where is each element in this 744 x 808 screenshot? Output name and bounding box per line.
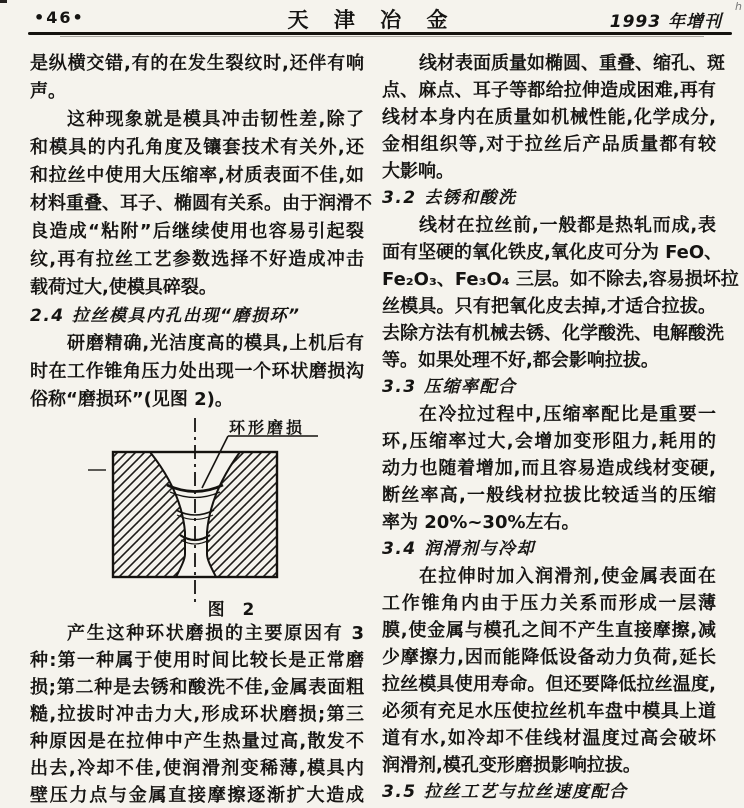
text-line: 损;第二种是去锈和酸洗不佳,金属表面粗: [30, 677, 364, 698]
text-line: 膜,使金属与模孔之间不产生直接摩擦,减: [382, 620, 716, 641]
figure-2: [30, 414, 364, 620]
text-line: 道有水,如冷却不佳线材温度过高会破坏: [382, 728, 716, 749]
header-rule: [28, 32, 732, 35]
section-heading: 2.4 拉丝模具内孔出现“磨损环”: [30, 306, 301, 326]
section-heading: 3.4 润滑剂与冷却: [382, 539, 536, 559]
text-line: 种:第一种属于使用时间比较长是正常磨: [30, 650, 364, 671]
text-line: 丝模具。只有把氧化皮去掉,才适合拉拔。: [382, 296, 716, 317]
text-line: 线材表面质量如椭圆、重叠、缩孔、斑: [419, 53, 725, 74]
text-line: 必须有充足水压使拉丝机车盘中模具上道: [382, 701, 716, 722]
page-number: •46•: [34, 8, 85, 27]
text-line: 这种现象就是模具冲击韧性差,除了: [67, 109, 364, 130]
text-line: 产生这种环状磨损的主要原因有 3: [67, 623, 364, 644]
text-line: 少摩擦力,因而能降低设备动力负荷,延长: [382, 647, 716, 668]
text-line: 和模具的内孔角度及镶套技术有关外,还: [30, 137, 364, 158]
text-line: 是纵横交错,有的在发生裂纹时,还伴有响: [30, 53, 364, 74]
text-line: 点、麻点、耳子等都给拉伸造成困难,再有: [382, 80, 716, 101]
text-line: 润滑剂,模孔变形磨损影响拉拔。: [382, 755, 641, 776]
figure-annotation-ring-wear: 环形磨损: [229, 418, 306, 437]
text-line: 和拉丝中使用大压缩率,材质表面不佳,如: [30, 165, 364, 186]
right-column: [382, 50, 739, 806]
text-line: 断丝率高,一般线材拉拔比较适当的压缩: [382, 485, 716, 506]
scan-edge-artifact: [0, 0, 7, 3]
text-line: 壁压力点与金属直接摩擦逐渐扩大造成: [30, 785, 364, 806]
text-line: 声。: [30, 81, 66, 102]
text-line: 工作锥角内由于压力关系而形成一层薄: [382, 593, 716, 614]
text-line: 等。如果处理不好,都会影响拉拔。: [382, 350, 659, 371]
text-line: 线材本身内在质量如机械性能,化学成分,: [382, 107, 716, 128]
text-line: 材料重叠、耳子、椭圆有关系。由于润滑不: [30, 193, 372, 214]
section-heading: 3.5 拉丝工艺与拉丝速度配合: [382, 782, 628, 802]
text-line: 良造成“粘附”后继续使用也容易引起裂: [30, 221, 364, 242]
left-column-bottom: [30, 620, 364, 808]
text-line: Fe₂O₃、Fe₃O₄ 三层。如不除去,容易损坏拉: [382, 269, 739, 290]
text-line: 大影响。: [382, 161, 454, 182]
text-line: 出去,冷却不佳,使润滑剂变稀薄,模具内: [30, 758, 364, 779]
header-rule-shadow: [60, 36, 704, 37]
text-line: 糙,拉拔时冲击力大,形成环状磨损;第三: [30, 704, 364, 725]
text-line: 金相组织等,对于拉丝后产品质量都有较: [382, 134, 716, 155]
text-line: 动力也随着增加,而且容易造成线材变硬,: [382, 458, 716, 479]
text-line: 种原因是在拉伸中产生热量过高,散发不: [30, 731, 364, 752]
scan-corner-mark: h: [735, 0, 742, 13]
text-line: 载荷过大,使模具碎裂。: [30, 277, 217, 298]
text-line: 环,压缩率过大,会增加变形阻力,耗用的: [382, 431, 716, 452]
text-line: 在冷拉过程中,压缩率配比是重要一: [419, 404, 716, 425]
section-heading: 3.2 去锈和酸洗: [382, 188, 517, 208]
text-line: 纹,再有拉丝工艺参数选择不好造成冲击: [30, 249, 364, 270]
text-line: 线材在拉丝前,一般都是热轧而成,表: [419, 215, 716, 236]
text-line: 研磨精确,光洁度高的模具,上机后有: [67, 333, 364, 354]
issue-label: 1993 年增刊: [609, 12, 722, 32]
text-line: 俗称“磨损环”(见图 2)。: [30, 389, 233, 410]
text-line: 率为 20%~30%左右。: [382, 512, 580, 533]
text-line: 时在工作锥角压力处出现一个环状磨损沟: [30, 361, 364, 382]
section-heading: 3.3 压缩率配合: [382, 377, 517, 397]
text-line: 去除方法有机械去锈、化学酸洗、电解酸洗: [382, 323, 724, 344]
text-line: 拉丝模具使用寿命。但还要降低拉丝温度,: [382, 674, 716, 695]
left-column-top: [30, 50, 372, 414]
figure-caption: 图 2: [207, 600, 261, 620]
text-line: 面有坚硬的氧化铁皮,氧化皮可分为 FeO、: [382, 242, 723, 263]
journal-title: 天 津 冶 金: [287, 8, 457, 32]
text-line: 在拉伸时加入润滑剂,使金属表面在: [419, 566, 716, 587]
die-cross-section-diagram: [30, 414, 364, 620]
